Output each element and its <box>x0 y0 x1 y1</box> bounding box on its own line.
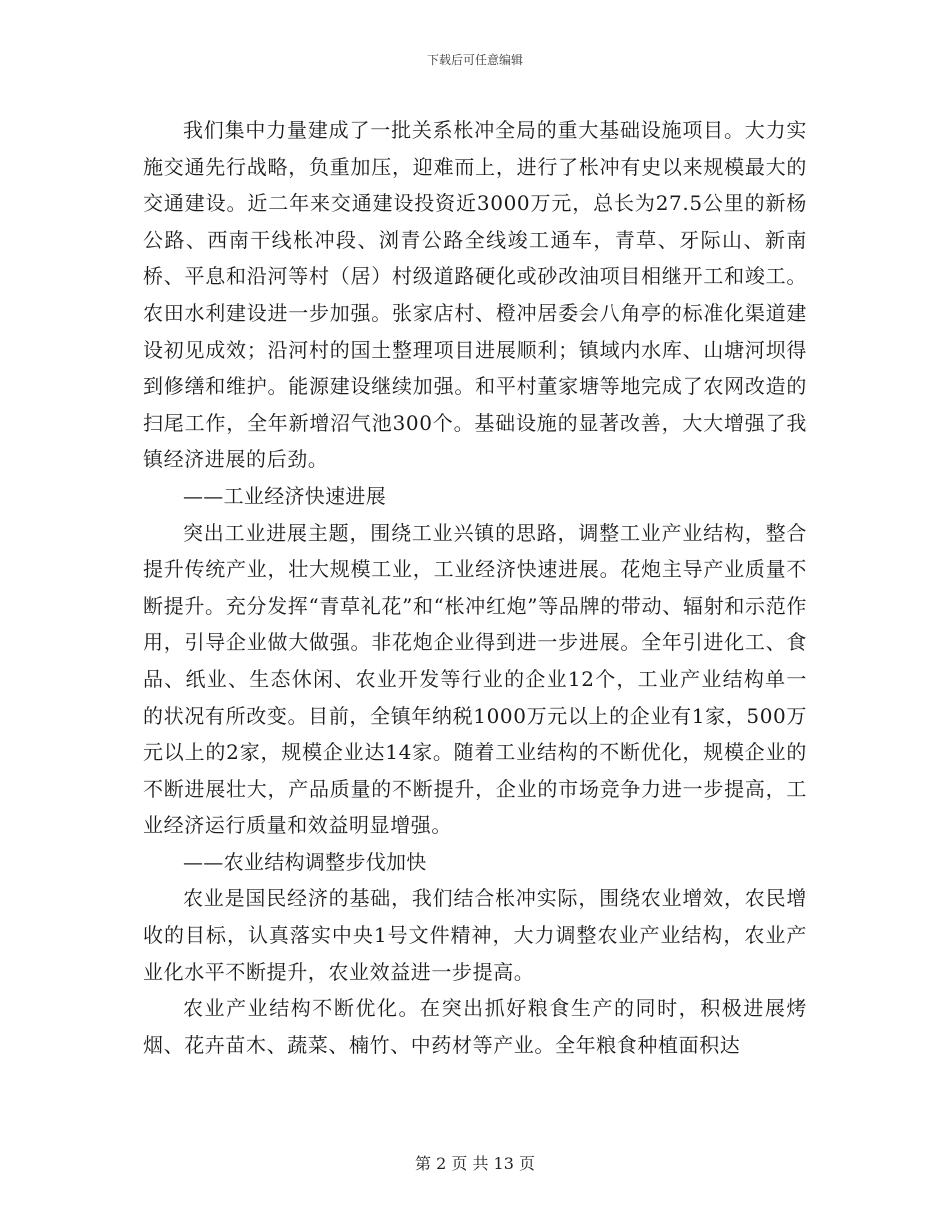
paragraph-infrastructure: 我们集中力量建成了一批关系枨冲全局的重大基础设施项目。大力实施交通先行战略，负重加压，迎难而上，进行了枨冲有史以来规模最大的交通建设。近二年来交通建设投资近3000万元，总长为27.5公里的新杨公路、西南干线枨冲段、浏青公路全线竣工通车，青草、牙际山、新南桥、平息和沿河等村（居）村级道路硬化或砂改油项目相继开工和竣工。农田水利建设进一步加强。张家店村、橙冲居委会八角亭的标准化渠道建设初见成效；沿河村的国土整理项目进展顺利；镇域内水库、山塘河坝得到修缮和维护。能源建设继续加强。和平村董家塘等地完成了农网改造的扫尾工作，全年新增沼气池300个。基础设施的显著改善，大大增强了我镇经济进展的后劲。 <box>143 118 807 472</box>
footer-page-number: 2 <box>436 1154 447 1173</box>
footer-total-pages: 13 <box>493 1154 514 1173</box>
section-heading-industry: ——工业经济快速进展 <box>183 483 386 508</box>
page-header-note: 下载后可任意编辑 <box>426 53 523 67</box>
footer-middle: 页 共 <box>451 1154 489 1173</box>
paragraph-industry: 突出工业进展主题，围绕工业兴镇的思路，调整工业产业结构，整合提升传统产业，壮大规模工业，工业经济快速进展。花炮主导产业质量不断提升。充分发挥“青草礼花”和“枨冲红炮”等品牌的带动、辐射和示范作用，引导企业做大做强。非花炮企业得到进一步进展。全年引进化工、食品、纸业、生态休闲、农业开发等行业的企业12个，工业产业结构单一的状况有所改变。目前，全镇年纳税1000万元以上的企业有1家，500万元以上的2家，规模企业达14家。随着工业结构的不断优化，规模企业的不断进展壮大，产品质量的不断提升，企业的市场竞争力进一步提高，工业经济运行质量和效益明显增强。 <box>143 520 807 838</box>
paragraph-agriculture-intro: 农业是国民经济的基础，我们结合枨冲实际，围绕农业增效，农民增收的目标，认真落实中央1号文件精神，大力调整农业产业结构，农业产业化水平不断提升，农业效益进一步提高。 <box>143 886 807 984</box>
footer-prefix: 第 <box>414 1154 431 1173</box>
section-heading-agriculture: ——农业结构调整步伐加快 <box>183 849 427 874</box>
paragraph-agriculture-structure: 农业产业结构不断优化。在突出抓好粮食生产的同时，积极进展烤烟、花卉苗木、蔬菜、楠竹、中药材等产业。全年粮食种植面积达 <box>143 996 807 1057</box>
footer-suffix: 页 <box>519 1154 536 1173</box>
document-body <box>143 112 807 1063</box>
page-footer <box>0 1154 950 1174</box>
